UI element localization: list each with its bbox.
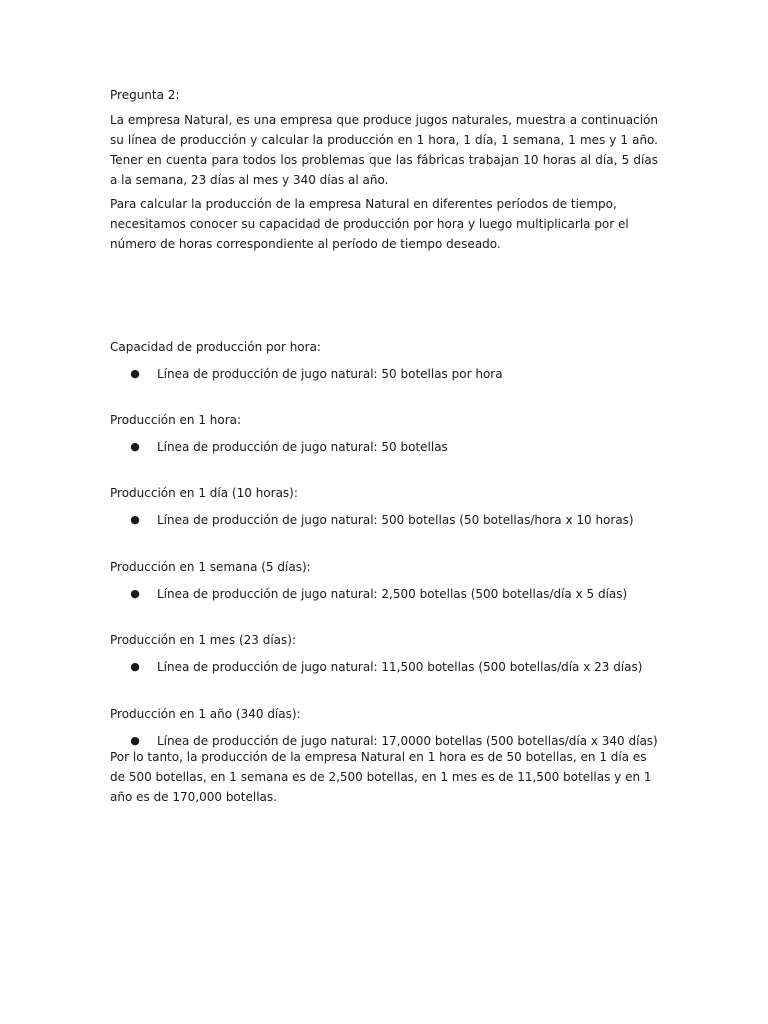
section-heading-month: Producción en 1 mes (23 días): <box>110 633 296 647</box>
bullet-text: Línea de producción de jugo natural: 500 botellas (50 botellas/hora x 10 horas) <box>157 513 634 527</box>
section-heading-day: Producción en 1 día (10 horas): <box>110 486 298 500</box>
bullet-icon: ● <box>130 660 140 673</box>
method-paragraph: Para calcular la producción de la empresa Natural en diferentes períodos de tiempo, necesitamos conocer su capacidad de producción por hora y luego multiplicarla por el número de horas correspondiente al período de tiempo deseado. <box>110 197 629 251</box>
bullet-text: Línea de producción de jugo natural: 50 botellas <box>157 440 448 454</box>
section-heading-hour: Producción en 1 hora: <box>110 413 242 427</box>
bullet-icon: ● <box>130 440 140 453</box>
question-title: Pregunta 2: <box>110 88 180 102</box>
bullet-icon: ● <box>130 513 140 526</box>
bullet-icon: ● <box>130 587 140 600</box>
intro-paragraph: La empresa Natural, es una empresa que produce jugos naturales, muestra a continuación su línea de producción y calcular la producción en 1 hora, 1 día, 1 semana, 1 mes y 1 año. Tener en cuenta para todos los problemas que las fábricas trabajan 10 horas al día, 5 días a la semana, 23 días al mes y 340 días al año. <box>110 113 658 187</box>
bullet-text: Línea de producción de jugo natural: 2,500 botellas (500 botellas/día x 5 días) <box>157 587 628 601</box>
bullet-text: Línea de producción de jugo natural: 11,500 botellas (500 botellas/día x 23 días) <box>157 660 643 674</box>
bullet-text: Línea de producción de jugo natural: 50 botellas por hora <box>157 367 503 381</box>
section-heading-capacity: Capacidad de producción por hora: <box>110 340 321 354</box>
section-heading-year: Producción en 1 año (340 días): <box>110 707 301 721</box>
bullet-text: Línea de producción de jugo natural: 17,0000 botellas (500 botellas/día x 340 días) <box>157 734 658 748</box>
bullet-icon: ● <box>130 367 140 380</box>
bullet-icon: ● <box>130 734 140 747</box>
section-heading-week: Producción en 1 semana (5 días): <box>110 560 311 574</box>
conclusion-paragraph: Por lo tanto, la producción de la empresa Natural en 1 hora es de 50 botellas, en 1 día es de 500 botellas, en 1 semana es de 2,500 botellas, en 1 mes es de 11,500 botellas y en 1 año es de 170,000 botellas. <box>110 750 652 804</box>
